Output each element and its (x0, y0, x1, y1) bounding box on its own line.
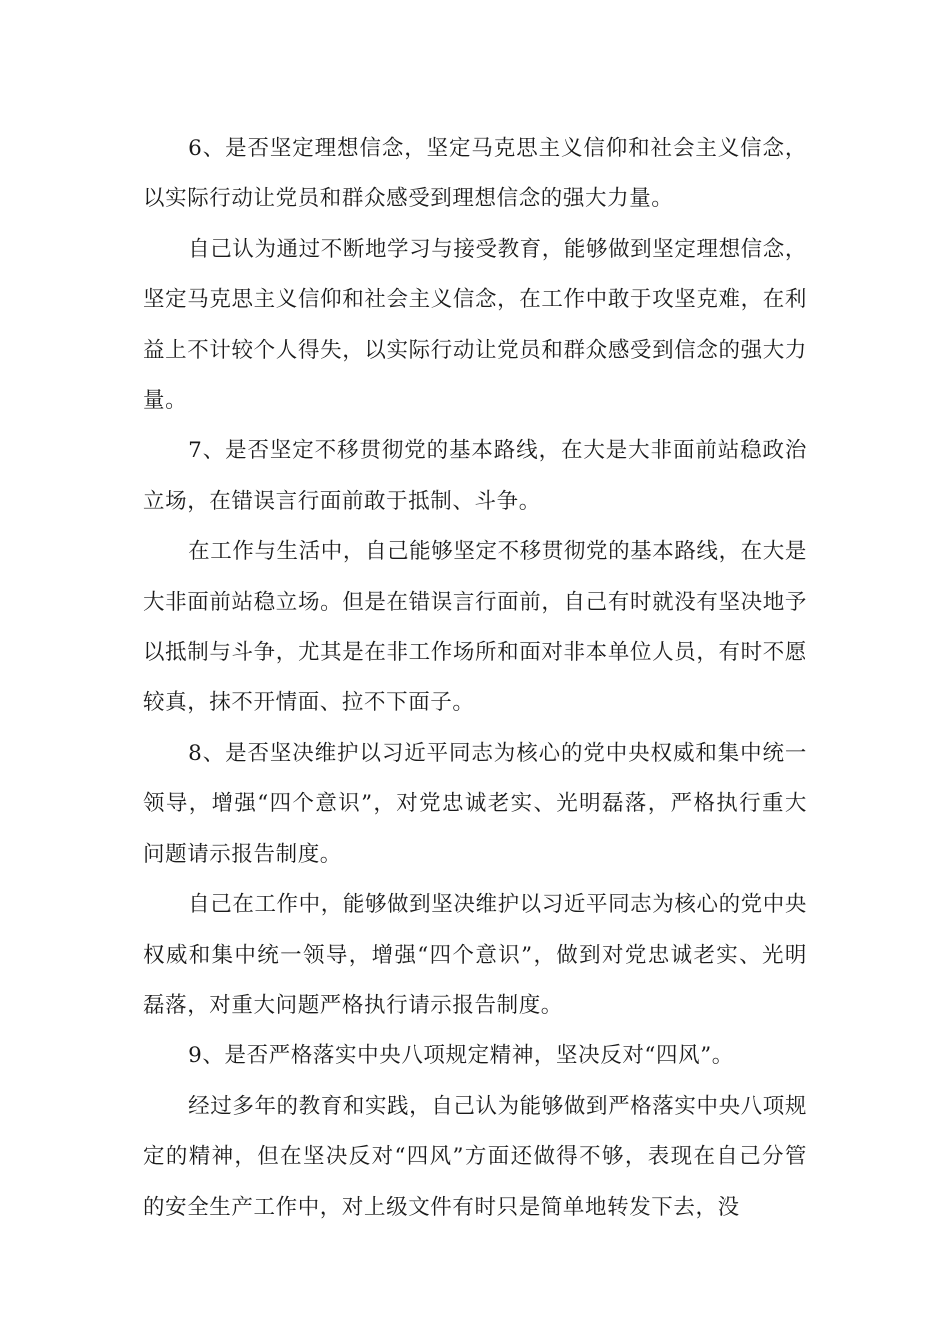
answer-7-paragraph: 在工作与生活中，自己能够坚定不移贯彻党的基本路线，在大是大非面前站稳立场。但是在错误言行面前，自己有时就没有坚决地予以抵制与斗争，尤其是在非工作场所和面对非本单位人员，有时不愿较真，抹不开情面、拉不下面子。 (143, 539, 807, 716)
question-9-paragraph: 9、是否严格落实中央八项规定精神，坚决反对“四风”。 (188, 1043, 734, 1069)
answer-6-paragraph: 自己认为通过不断地学习与接受教育，能够做到坚定理想信念，坚定马克思主义信仰和社会主义信念，在工作中敢于攻坚克难，在利益上不计较个人得失，以实际行动让党员和群众感受到信念的强大力量。 (143, 236, 807, 414)
document-body (143, 124, 807, 1233)
question-6-paragraph: 6、是否坚定理想信念，坚定马克思主义信仰和社会主义信念，以实际行动让党员和群众感受到理想信念的强大力量。 (143, 136, 807, 212)
question-8-paragraph: 8、是否坚决维护以习近平同志为核心的党中央权威和集中统一领导，增强“四个意识”，对党忠诚老实、光明磊落，严格执行重大问题请示报告制度。 (143, 740, 807, 867)
answer-9-paragraph: 经过多年的教育和实践，自己认为能够做到严格落实中央八项规定的精神，但在坚决反对“四风”方面还做得不够，表现在自己分管的安全生产工作中，对上级文件有时只是简单地转发下去，没 (143, 1093, 807, 1220)
answer-8-paragraph: 自己在工作中，能够做到坚决维护以习近平同志为核心的党中央权威和集中统一领导，增强“四个意识”，做到对党忠诚老实、光明磊落，对重大问题严格执行请示报告制度。 (143, 892, 807, 1018)
question-7-paragraph: 7、是否坚定不移贯彻党的基本路线，在大是大非面前站稳政治立场，在错误言行面前敢于抵制、斗争。 (143, 438, 807, 514)
